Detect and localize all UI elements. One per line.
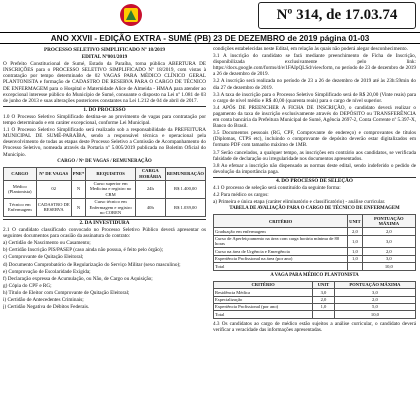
left-column: [3, 46, 206, 418]
table-cell: CADASTRO DE RESERVA: [36, 198, 71, 216]
list-item: b) Certidão Inscrição PIS/PASEP (caso ainda não possua, é feito pelo órgão);: [3, 247, 164, 254]
doctor-table-title: A VAGA PARA MÉDICO PLANTONISTA: [270, 272, 359, 278]
paragraph: 4.3 Os candidatos ao cargo de médico estão sujeitos a análise curricular, o candidato deverá verificar a veracidade das informações apresentadas.: [213, 320, 416, 333]
table-cell: 40h: [135, 198, 165, 216]
table-cell: 3,0: [334, 289, 415, 296]
section-heading-investiture: 2. DA INVESTIDURA: [3, 219, 206, 226]
table-row: [214, 289, 416, 296]
table-cell: 10,0: [362, 263, 415, 270]
table-cell: Curso superior em Medicina e registro no CRM: [86, 180, 136, 198]
table-cell: R$ 1.400,00: [165, 180, 205, 198]
paragraph: a) Primeira e única etapa (caráter eliminatório e classificatório) - análise curricular.: [213, 199, 386, 206]
paragraph: 1.1 O Processo Seletivo Simplificado será realizado sob a responsabilidade da PREFEITURA MUNICIPAL DE SUMÉ-PARAÍBA, sendo a responsável técnica e operacional pela desenvolvimento de todas as etapas deste Processo Seletivo a Comissão de Acompanhamento do Processo Seletivo, nomeada através da Portaria nº 5.005/2019 publicada no Boletim Oficial do Município.: [3, 127, 206, 158]
issue-number: Nº 314, de 17.03.74: [258, 2, 416, 29]
table-header-row: [4, 167, 206, 180]
table-cell: Experiência Profissional (por ano): [214, 303, 313, 310]
table-header: CARGO: [4, 167, 37, 180]
paragraph: condições estabelecidas neste Edital, em relação às quais não poderá alegar desconhecimento.: [213, 46, 408, 52]
table-cell: 02: [36, 180, 71, 198]
table-header: PNE*: [71, 167, 85, 180]
table-cell: 1,0: [313, 303, 335, 310]
table-header: CRITÉRIO: [214, 281, 313, 288]
paragraph: 1.0 O Processo Seletivo Simplificado destina-se ao provimento de vagas para contratação por tempo determinado e em caráter excepcional, conforme Lei Municipal.: [3, 113, 206, 127]
intro-paragraph: O Prefeito Constitucional de Sumé, Estado da Paraíba, torna pública ABERTURA DE INSCRIÇÕES para o PROCESSO SELETIVO SIMPLIFICADO Nº 18/2019, com vistas à contratação por tempo determinado de 02 VAGAS PARA MÉDICO CLÍNICO GERAL PLANTONISTA e formação de CADASTRO DE RESERVA PARA O CARGO DE TÉCNICO DE ENFERMAGEM para o Hospital e Maternidade Alice de Almeida - HMAA para atender ao excepcional interesse público do Município de Sumé, consoante o disposto na Lei nº 1.081 de 03 de junho de 2013 e suas alterações posteriores constantes na Lei 1.212 de 04 de abril de 2017.: [3, 61, 206, 104]
table-cell: 2,0: [313, 296, 335, 303]
table-cell: Curso de Aperfeiçoamento na área com carga horária mínima de 80 horas: [214, 235, 348, 248]
section-heading-process: 1. DO PROCESSO: [3, 106, 206, 113]
paragraph: 3.7 Serão cancelados, a qualquer tempo, as inscrições em contrário aos candidatos, se verificada falsidade de declaração ou irregularidade nos documentos apresentados.: [213, 149, 416, 162]
table-total-row: [214, 311, 416, 318]
table-cell: 3,0: [362, 255, 415, 262]
paragraph: 3.8 Ao efetuar a inscrição não dispensado as normas deste edital, sendo indeferido o pedido de devolução da importância paga.: [213, 162, 416, 175]
table-cell: 2,0: [362, 248, 415, 255]
document-list: [3, 227, 206, 310]
table-header-row: [214, 281, 416, 288]
paragraph: 3.5 Documentos pessoais (RG, CPF, Comprovante de endereço) e comprovantes de títulos (Diplomas, CTPS etc), incluindo o comprovante de depósito deverão estar digitalizados em formato PDF com tamanho máximo de 1MB.: [213, 130, 416, 149]
vacancy-table: [3, 167, 206, 217]
table-cell: Curso técnico em Enfermagem e registro no COREN: [86, 198, 136, 216]
evaluation-table-title: TABELA DE AVALIAÇÃO PARA O CARGO DE TÉCNICO DE ENFERMAGEM: [229, 206, 400, 212]
list-item: g) Cópia do CPF e RG;: [3, 282, 52, 289]
table-cell: 10,0: [334, 311, 415, 318]
list-item: e) Comprovação de Escolaridade Exigida;: [3, 268, 91, 275]
section-heading-selection: 4. DO PROCESSO DE SELEÇÃO: [213, 177, 416, 184]
table-cell: 5,0: [334, 303, 415, 310]
table-header: REQUISITOS: [86, 167, 136, 180]
table-cell: N: [71, 198, 85, 216]
list-item: d) Documento Comprobatório de Regularização do Serviço Militar (sexo masculino);: [3, 261, 181, 268]
list-item: f) Declaração expressa de Acumulação, ou Não, de Cargo ou Aquisição;: [3, 275, 153, 282]
table-row: [214, 248, 416, 255]
paragraph: 3.3 A taxa de inscrição para o Processo Seletivo Simplificado será de R$ 20,00 (Vinte reais) para o cargo de nível médio e R$ 40,00 (quarenta reais) para o cargo de nível superior.: [213, 91, 416, 104]
nursing-evaluation-table: [213, 214, 416, 270]
newspaper-header: [0, 0, 420, 32]
table-cell: 2,0: [334, 296, 415, 303]
table-row: [214, 235, 416, 248]
table-cell: Total: [214, 311, 313, 318]
list-item: 2.1 O candidato classificado convocado no Processo Seletivo Público deverá apresentar os seguintes documentos para ocasião da assinatura do contrato:: [3, 227, 206, 240]
table-cell: R$ 1.039,00: [165, 198, 205, 216]
table-cell: 2,0: [362, 228, 415, 235]
table-header: REMUNERAÇÃO: [165, 167, 205, 180]
table-header: UNIT: [313, 281, 335, 288]
table-cell: Residência Médica: [214, 289, 313, 296]
table-header: CARGA HORÁRIA: [135, 167, 165, 180]
edital-number: EDITAL Nº001/2019: [81, 54, 128, 61]
table-cell: [348, 263, 363, 270]
list-item: j) Certidão Negativa de Débitos Federais.: [3, 304, 90, 311]
right-column: [213, 46, 416, 418]
table-cell: 1,0: [348, 255, 363, 262]
table-cell: 1,0: [348, 235, 363, 248]
list-item: i) Certidão de Antecedentes Criminais;: [3, 296, 84, 303]
paragraph: 4.1 O processo de seleção será constituído da seguinte forma:: [213, 184, 341, 191]
table-row: [214, 303, 416, 310]
table-cell: 24h: [135, 180, 165, 198]
table-cell: Curso na área de Urgência e Emergência: [214, 248, 348, 255]
paragraph: 3.2 A inscrição será realizada no período de 23 a 26 de dezembro de 2019 até às 23h:59min do dia 27 de dezembro de 2019.: [213, 78, 416, 91]
table-row: [4, 180, 206, 198]
table-cell: Graduação em enfermagem: [214, 228, 348, 235]
doctor-evaluation-table: [213, 281, 416, 319]
table-cell: N: [71, 180, 85, 198]
table-row: [4, 198, 206, 216]
table-row: [214, 255, 416, 262]
paragraph: 4.2 Para médico os cargos:: [213, 192, 269, 199]
table-header: CRITÉRIO: [214, 215, 348, 228]
table-cell: Experiência Profissional na área (por ano): [214, 255, 348, 262]
table-cell: 2,0: [348, 228, 363, 235]
paragraph: 3.1 A inscrição do candidato se fará mediante preenchimento de Ficha de Inscrição, disponibilizada exclusivamente pelo link: https://docs.google.com/forms/d/e/1FAIpQLSd/viewform, no período de 23 de dezembro de 2019 a 26 de dezembro de 2019.: [213, 53, 416, 78]
table-header: Nº DE VAGAS: [36, 167, 71, 180]
selection-heading: PROCESSO SELETIVO SIMPLIFICADO Nº 18/2019: [44, 47, 165, 53]
table-row: [214, 228, 416, 235]
table-cell: Técnico em Enfermagem: [4, 198, 37, 216]
table-row: [214, 296, 416, 303]
list-item: h) Título de Eleitor com Comprovante de Quitação Eleitoral;: [3, 289, 130, 296]
vacancy-table-title: CARGO / Nº DE VAGAS / REMUNERAÇÃO: [57, 158, 152, 164]
table-cell: 3,0: [313, 289, 335, 296]
table-header: UNIT: [348, 215, 363, 228]
table-header: PONTUAÇÃO MÁXIMA: [362, 215, 415, 228]
paragraph: 3.4 APÓS DE PREENCHER A FICHA DE INSCRIÇÃO, o candidato deverá realizar o pagamento da taxa de inscrição exclusivamente através do DEPÓSITO ou TRANSFERÊNCIA em conta bancária da Prefeitura Municipal de Sumé, Agência 2697-2, Conta Corrente nº 5.397-X, Banco do Brasil.: [213, 104, 416, 130]
list-item: c) Comprovante de Quitação Eleitoral;: [3, 254, 84, 261]
table-cell: Especialização: [214, 296, 313, 303]
edition-band: ANO XXVII - EDIÇÃO EXTRA - SUMÉ (PB) 23 DE DEZEMBRO de 2019 página 01-03: [0, 32, 420, 44]
table-cell: 1,0: [348, 248, 363, 255]
table-cell: [313, 311, 335, 318]
table-header: PONTUAÇÃO MÁXIMA: [334, 281, 415, 288]
table-header-row: [214, 215, 416, 228]
table-cell: 3,0: [362, 235, 415, 248]
table-cell: Médico (Plantonista): [4, 180, 37, 198]
table-total-row: [214, 263, 416, 270]
table-cell: Total: [214, 263, 348, 270]
list-item: a) Certidão de Nascimento ou Casamento;: [3, 240, 91, 247]
municipal-crest-icon: [118, 2, 144, 28]
